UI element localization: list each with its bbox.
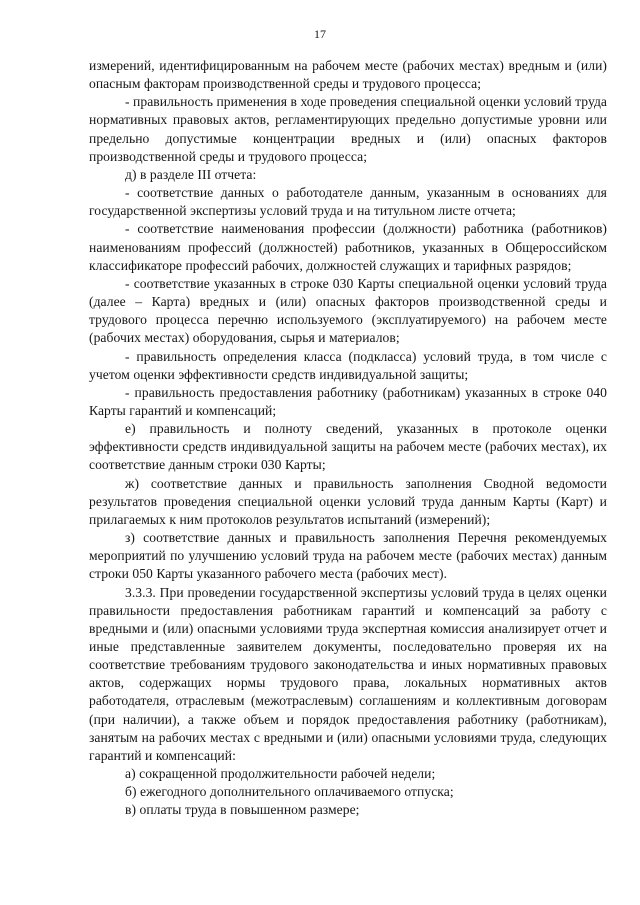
- paragraph-item-zh: ж) соответствие данных и правильность заполнения Сводной ведомости результатов проведения специальной оценки условий труда данным Карты (Карт) и прилагаемых к ним протоколов результатов испытаний (измерений);: [89, 475, 607, 527]
- paragraph-section-d: д) в разделе III отчета:: [125, 166, 257, 182]
- paragraph-item: - правильность предоставления работнику (работникам) указанных в строке 040 Карты гарантий и компенсаций;: [89, 384, 607, 418]
- paragraph-item: - правильность применения в ходе проведения специальной оценки условий труда нормативных правовых актов, регламентирующих предельно допустимые уровни или предельно допустимые концентрации вредных и (или) опасных факторов производственной среды и трудового процесса;: [89, 94, 607, 164]
- paragraph-item-z: з) соответствие данных и правильность заполнения Перечня рекомендуемых мероприятий по улучшению условий труда на рабочем месте (рабочих местах) данным строки 050 Карты указанного рабочего места (рабочих мест).: [89, 530, 607, 582]
- paragraph-item: - соответствие данных о работодателе данным, указанным в основаниях для государственной экспертизы условий труда и на титульном листе отчета;: [89, 185, 607, 219]
- paragraph-item-e: е) правильность и полноту сведений, указанных в протоколе оценки эффективности средств индивидуальной защиты на рабочем месте (рабочих местах), их соответствие данным строки 030 Карты;: [89, 421, 607, 473]
- paragraph-item-b: б) ежегодного дополнительного оплачиваемого отпуска;: [125, 784, 454, 800]
- paragraph-item-a: а) сокращенной продолжительности рабочей недели;: [125, 766, 436, 782]
- paragraph-item: - правильность определения класса (подкласса) условий труда, в том числе с учетом оценки эффективности средств индивидуальной защиты;: [89, 348, 607, 382]
- page-number: 17: [314, 27, 326, 41]
- paragraph-continuation: измерений, идентифицированным на рабочем месте (рабочих местах) вредным и (или) опасным факторам производственной среды и трудового процесса;: [89, 58, 607, 92]
- paragraph-item: - соответствие наименования профессии (должности) работника (работников) наименованиям профессий (должностей) работников, указанных в Общероссийском классификаторе профессий рабочих, должностей служащих и тарифных разрядов;: [89, 221, 607, 273]
- paragraph-item: - соответствие указанных в строке 030 Карты специальной оценки условий труда (далее – Карта) вредных и (или) опасных факторов производственной среды и трудового процесса перечню используемого (эксплуатируемого) на рабочем месте (рабочих местах) оборудования, сырья и материалов;: [89, 275, 607, 346]
- paragraph-3-3-3: 3.3.3. При проведении государственной экспертизы условий труда в целях оценки правильности предоставления работникам гарантий и компенсаций за работу с вредными и (или) опасными условиями труда экспертная комиссия анализирует отчет и иные представленные заявителем документы, последовательно проверяя их на соответствие требованиям трудового законодательства и иных нормативных правовых актов, содержащих нормы трудового права, локальных нормативных актов работодателя, отраслевым (межотраслевым) соглашениям и коллективным договорам (при наличии), а также объем и порядок предоставления работнику (работникам), занятым на рабочих местах с вредными и (или) опасными условиями труда, следующих гарантий и компенсаций:: [89, 584, 607, 763]
- paragraph-item-v: в) оплаты труда в повышенном размере;: [125, 802, 360, 818]
- document-body: [89, 57, 607, 820]
